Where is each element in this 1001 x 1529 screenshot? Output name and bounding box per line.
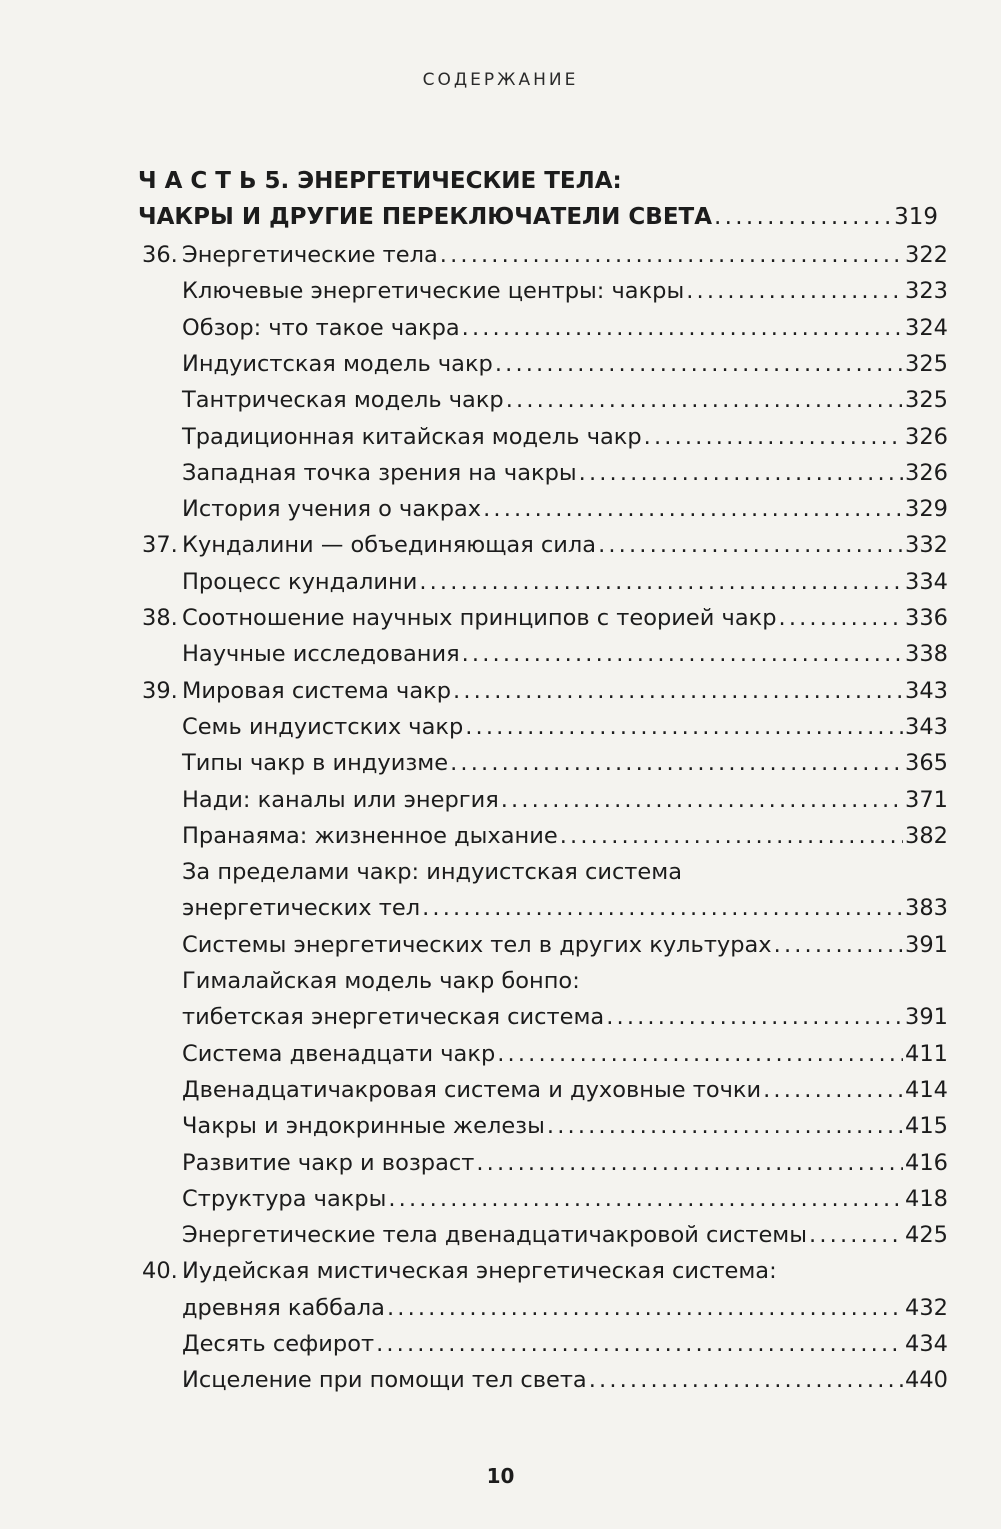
entry-title: Западная точка зрения на чакры <box>182 459 577 486</box>
dot-leader <box>809 1224 903 1247</box>
entry-page-number: 365 <box>905 750 948 777</box>
entry-title: Индуистская модель чакр <box>182 350 493 377</box>
entry-title: Пранаяма: жизненное дыхание <box>182 822 558 849</box>
entry-title: Гималайская модель чакр бонпо: <box>182 968 580 994</box>
dot-leader <box>686 280 903 303</box>
entry-page-number: 325 <box>905 387 948 414</box>
entry-title: Развитие чакр и возраст <box>182 1149 475 1176</box>
entry-title: История учения о чакрах <box>182 496 482 523</box>
running-head: СОДЕРЖАНИЕ <box>422 70 579 90</box>
entry-page-number: 414 <box>905 1076 948 1103</box>
toc-entry <box>182 861 948 884</box>
dot-leader <box>714 204 892 230</box>
entry-page-number: 325 <box>905 350 948 377</box>
toc-entry <box>142 1260 948 1283</box>
toc-entry <box>182 822 948 849</box>
entry-page-number: 440 <box>905 1367 948 1394</box>
entry-page-number: 326 <box>905 423 948 450</box>
dot-leader <box>453 680 903 703</box>
entry-page-number: 382 <box>905 822 948 849</box>
entry-title: Системы энергетических тел в других культурах <box>182 931 772 958</box>
toc-entry <box>182 1076 948 1103</box>
entry-title: Тантрическая модель чакр <box>182 387 504 414</box>
toc-entry <box>182 423 948 450</box>
toc-entry <box>182 752 948 775</box>
entry-title: Кундалини — объединяющая сила <box>182 532 597 559</box>
chapter-number: 39. <box>142 677 178 704</box>
entry-page-number: 371 <box>905 786 948 813</box>
entry-title: Ключевые энергетические центры: чакры <box>182 278 685 305</box>
dot-leader <box>450 752 903 775</box>
part-heading-title: ЧАКРЫ И ДРУГИЕ ПЕРЕКЛЮЧАТЕЛИ СВЕТА <box>138 204 713 230</box>
toc-entry <box>182 786 948 813</box>
toc-entry <box>182 498 948 521</box>
toc-entry <box>182 1006 948 1029</box>
dot-leader <box>419 571 903 594</box>
entry-page-number: 425 <box>905 1222 948 1249</box>
toc-entry <box>182 280 948 303</box>
entry-page-number: 334 <box>905 568 948 595</box>
toc-entry <box>182 459 948 486</box>
entry-title: Обзор: что такое чакра <box>182 314 460 341</box>
chapter-number: 36. <box>142 242 178 268</box>
entry-title: энергетических тел <box>182 895 421 922</box>
dot-leader <box>589 1369 903 1392</box>
toc-entry <box>182 389 948 412</box>
entry-title: Десять сефирот <box>182 1331 375 1357</box>
toc-entry <box>142 244 948 267</box>
entry-page-number: 329 <box>905 496 948 523</box>
toc-entry <box>182 643 948 666</box>
entry-title: Нади: каналы или энергия <box>182 786 499 813</box>
entry-page-number: 418 <box>905 1185 948 1212</box>
toc-entry <box>182 970 948 993</box>
page-number: 10 <box>486 1464 515 1488</box>
dot-leader <box>774 934 903 957</box>
entry-page-number: 338 <box>905 641 948 668</box>
toc-entry <box>182 350 948 377</box>
entry-title: За пределами чакр: индуистская система <box>182 859 683 886</box>
dot-leader <box>779 607 904 630</box>
part-page-number: 319 <box>894 204 938 230</box>
dot-leader <box>547 1115 903 1138</box>
entry-page-number: 343 <box>905 677 948 704</box>
chapter-number: 37. <box>142 532 178 559</box>
entry-page-number: 343 <box>905 713 948 740</box>
dot-leader <box>483 498 903 521</box>
entry-title: Исцеление при помощи тел света <box>182 1367 587 1394</box>
toc-entry <box>182 568 948 595</box>
toc-entry <box>182 713 948 740</box>
toc-entry <box>182 314 948 341</box>
toc-entry <box>142 534 948 557</box>
dot-leader <box>644 426 903 449</box>
entry-title: Типы чакр в индуизме <box>182 750 449 777</box>
dot-leader <box>560 825 903 848</box>
entry-title: Энергетические тела двенадцатичакровой системы <box>182 1222 808 1249</box>
toc-entry <box>182 1333 948 1356</box>
entry-page-number: 411 <box>905 1040 948 1067</box>
entry-title: Соотношение научных принципов с теорией чакр <box>182 605 777 631</box>
dot-leader <box>376 1333 903 1356</box>
entry-title: Система двенадцати чакр <box>182 1040 496 1067</box>
toc-entry <box>142 607 948 630</box>
entry-title: Традиционная китайская модель чакр <box>182 423 642 450</box>
toc-entry <box>182 1369 948 1392</box>
entry-page-number: 434 <box>905 1331 948 1357</box>
dot-leader <box>440 244 903 267</box>
entry-title: Научные исследования <box>182 641 460 668</box>
entry-title: Чакры и эндокринные железы <box>182 1113 545 1140</box>
entry-title: Семь индуистских чакр <box>182 713 464 740</box>
entry-page-number: 322 <box>905 242 948 268</box>
toc-entry <box>182 1224 948 1247</box>
dot-leader <box>598 534 903 557</box>
entry-title: древняя каббала <box>182 1294 385 1321</box>
entry-title: Иудейская мистическая энергетическая система: <box>182 1258 777 1285</box>
entry-title: Энергетические тела <box>182 242 438 268</box>
entry-title: Процесс кундалини <box>182 568 418 595</box>
toc-entry <box>142 677 948 704</box>
dot-leader <box>579 462 903 485</box>
entry-page-number: 332 <box>905 532 948 559</box>
dot-leader <box>506 389 903 412</box>
entry-title: Двенадцатичакровая система и духовные точки <box>182 1076 762 1103</box>
toc-entry <box>182 1040 948 1067</box>
entry-title: тибетская энергетическая система <box>182 1004 605 1031</box>
toc-entry <box>182 1294 948 1321</box>
dot-leader <box>497 1043 903 1066</box>
dot-leader <box>462 317 903 340</box>
toc-entry <box>182 1115 948 1138</box>
dot-leader <box>387 1297 903 1320</box>
dot-leader <box>465 716 903 739</box>
entry-title: Мировая система чакр <box>182 677 452 704</box>
dot-leader <box>606 1006 903 1029</box>
toc-entry <box>182 931 948 958</box>
entry-page-number: 391 <box>905 931 948 958</box>
entry-page-number: 326 <box>905 459 948 486</box>
entry-page-number: 416 <box>905 1149 948 1176</box>
entry-page-number: 383 <box>905 895 948 922</box>
dot-leader <box>462 643 903 666</box>
dot-leader <box>476 1152 903 1175</box>
dot-leader <box>495 353 903 376</box>
part-heading-line1: Ч А С Т Ь 5. ЭНЕРГЕТИЧЕСКИЕ ТЕЛА: <box>138 168 622 194</box>
chapter-number: 38. <box>142 605 178 631</box>
chapter-number: 40. <box>142 1258 178 1285</box>
dot-leader <box>388 1188 903 1211</box>
entry-page-number: 391 <box>905 1004 948 1031</box>
toc-entry <box>182 1185 948 1212</box>
part-heading-line2 <box>138 204 938 230</box>
entry-page-number: 415 <box>905 1113 948 1140</box>
entry-page-number: 432 <box>905 1294 948 1321</box>
dot-leader <box>501 789 903 812</box>
entry-page-number: 324 <box>905 314 948 341</box>
dot-leader <box>763 1079 903 1102</box>
entry-title: Структура чакры <box>182 1185 387 1212</box>
entry-page-number: 323 <box>905 278 948 305</box>
toc-entry <box>182 1149 948 1176</box>
entry-page-number: 336 <box>905 605 948 631</box>
dot-leader <box>422 897 903 920</box>
toc-entry <box>182 897 948 920</box>
